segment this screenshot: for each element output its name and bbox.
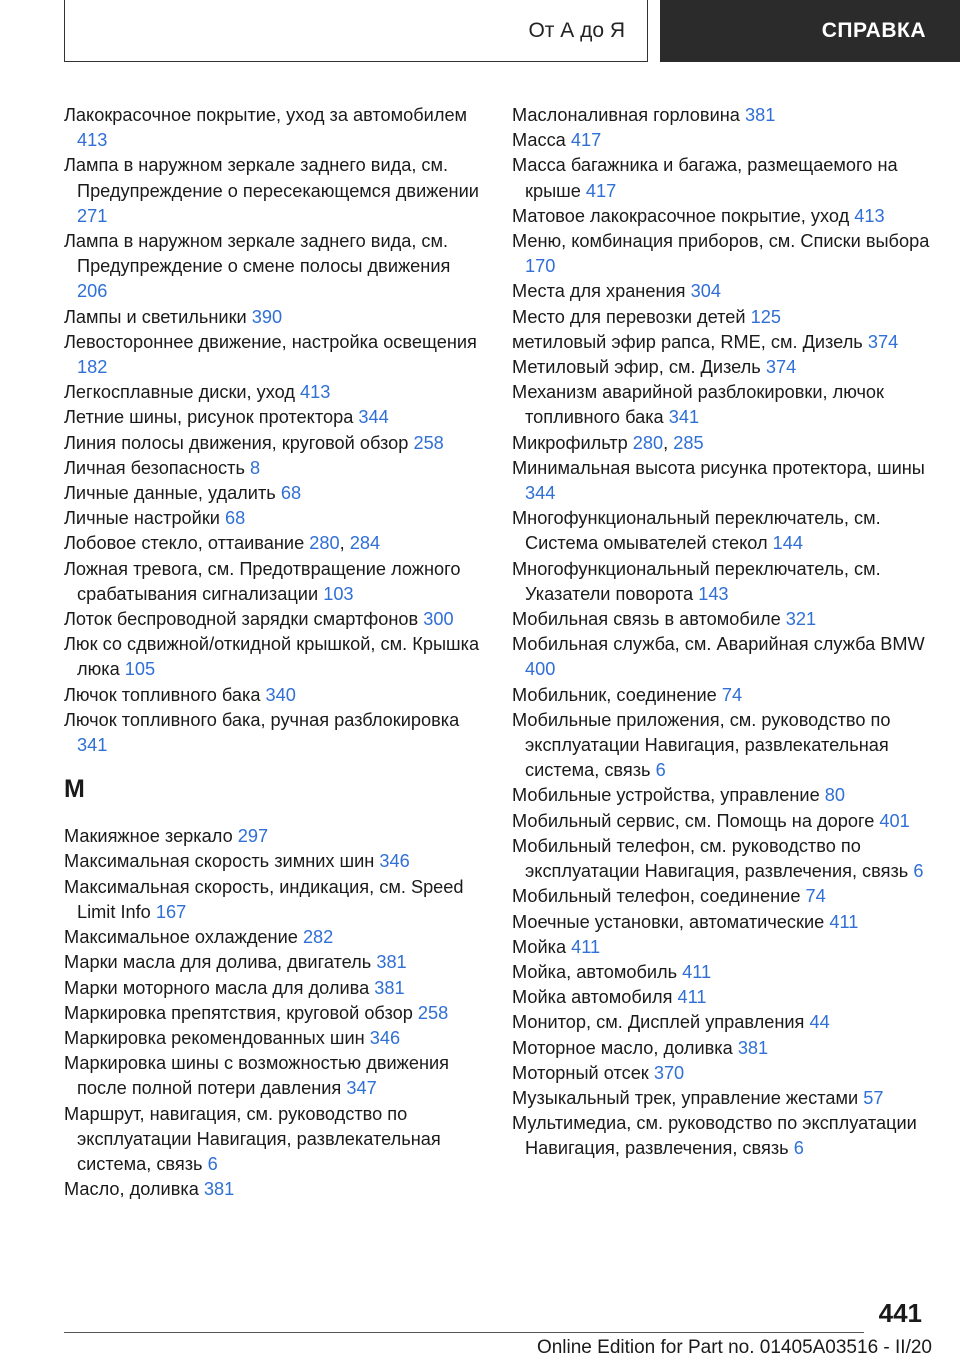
page-link[interactable]: 344 bbox=[358, 407, 389, 428]
index-entry bbox=[64, 305, 484, 330]
page-link[interactable]: 282 bbox=[302, 927, 334, 948]
index-entry-text: Места для хранения bbox=[512, 281, 686, 302]
index-entry-text: Линия полосы движения, круговой обзор bbox=[64, 432, 409, 453]
page-link[interactable]: 347 bbox=[346, 1078, 377, 1099]
page-link[interactable]: 400 bbox=[525, 659, 556, 680]
index-entry bbox=[64, 683, 484, 708]
tab-section-a-z[interactable] bbox=[64, 0, 648, 62]
page-link[interactable]: 44 bbox=[809, 1012, 830, 1033]
page-link[interactable]: 170 bbox=[525, 256, 556, 277]
page-separator: , bbox=[339, 533, 350, 554]
index-entry bbox=[512, 305, 932, 330]
index-entry bbox=[512, 935, 932, 960]
page-link[interactable]: 411 bbox=[571, 936, 601, 957]
index-entry bbox=[512, 557, 932, 607]
index-entry-text: Лоток беспроводной зарядки смартфонов bbox=[64, 609, 419, 630]
index-entry bbox=[64, 875, 484, 925]
page-link[interactable]: 258 bbox=[417, 1002, 449, 1023]
page-link[interactable]: 6 bbox=[913, 861, 924, 882]
index-entry bbox=[64, 531, 484, 556]
index-entry bbox=[64, 330, 484, 380]
index-entry-text: Левостороннее движение, настройка освещения bbox=[64, 331, 477, 352]
index-entry-text: Моечные установки, автоматические bbox=[512, 911, 825, 932]
index-entry-text: Масло, доливка bbox=[64, 1179, 199, 1200]
index-entry bbox=[64, 456, 484, 481]
index-entry-text: Марки моторного масла для долива bbox=[64, 977, 370, 998]
page-link[interactable]: 417 bbox=[585, 180, 617, 201]
page-link[interactable]: 6 bbox=[207, 1153, 218, 1174]
page-link[interactable]: 144 bbox=[772, 533, 803, 554]
index-entry-text: Лампы и светильники bbox=[64, 306, 247, 327]
index-entry bbox=[64, 103, 484, 153]
index-entry bbox=[512, 834, 932, 884]
index-entry-text: Личные данные, удалить bbox=[64, 483, 276, 504]
page-link[interactable]: 411 bbox=[677, 987, 707, 1008]
page-link[interactable]: 411 bbox=[682, 961, 712, 982]
tab-reference-active[interactable] bbox=[660, 0, 960, 62]
page-link[interactable]: 381 bbox=[203, 1179, 235, 1200]
index-entry-text: Маркировка рекомендованных шин bbox=[64, 1027, 365, 1048]
page-link[interactable]: 6 bbox=[793, 1138, 804, 1159]
page-link[interactable]: 374 bbox=[867, 331, 899, 352]
page-link[interactable]: 413 bbox=[300, 382, 331, 403]
index-entry bbox=[512, 985, 932, 1010]
page-link[interactable]: 74 bbox=[721, 684, 743, 705]
index-entry-text: Многофункциональный переключатель, см. Система омывателей стекол bbox=[512, 508, 881, 554]
index-entry bbox=[64, 1026, 484, 1051]
index-entry-text: Меню, комбинация приборов, см. Списки выбора bbox=[512, 231, 930, 252]
index-entry bbox=[512, 1086, 932, 1111]
index-entry bbox=[64, 708, 484, 758]
index-list-l bbox=[64, 103, 484, 758]
page-link[interactable]: 381 bbox=[374, 977, 405, 998]
index-entry-text: Лампа в наружном зеркале заднего вида, см. Предупреждение о пересекающемся движении bbox=[64, 155, 479, 201]
index-entry bbox=[512, 330, 932, 355]
index-entry-text: Маркировка шины с возможностью движения после полной потери давления bbox=[64, 1053, 449, 1099]
page-link[interactable]: 297 bbox=[237, 826, 269, 847]
index-entry-text: Мойка bbox=[512, 936, 567, 957]
index-entry bbox=[512, 431, 932, 456]
page-link[interactable]: 346 bbox=[369, 1027, 401, 1048]
page-link[interactable]: 413 bbox=[854, 205, 885, 226]
index-entry-text: Лючок топливного бака bbox=[64, 684, 261, 705]
page-link[interactable]: 344 bbox=[525, 483, 556, 504]
page-link[interactable]: 258 bbox=[413, 432, 444, 453]
index-entry-text: Место для перевозки детей bbox=[512, 306, 746, 327]
page-link[interactable]: 341 bbox=[668, 407, 700, 428]
index-entry bbox=[64, 1102, 484, 1178]
index-entry bbox=[512, 683, 932, 708]
page-link[interactable]: 68 bbox=[225, 508, 246, 529]
page-link[interactable]: 321 bbox=[785, 609, 817, 630]
index-entry-text: Метиловый эфир, см. Дизель bbox=[512, 357, 761, 378]
page-link[interactable]: 103 bbox=[323, 583, 354, 604]
index-entry bbox=[64, 229, 484, 305]
page-link[interactable]: 57 bbox=[863, 1087, 884, 1108]
page-link[interactable]: 284 bbox=[349, 533, 381, 554]
index-entry bbox=[64, 1177, 484, 1202]
index-entry-text: Максимальная скорость зимних шин bbox=[64, 851, 375, 872]
index-entry bbox=[512, 607, 932, 632]
page-link[interactable]: 401 bbox=[879, 810, 910, 831]
index-entry-text: Мобильный сервис, см. Помощь на дороге bbox=[512, 810, 875, 831]
index-entry bbox=[512, 506, 932, 556]
page-link[interactable]: 390 bbox=[251, 306, 283, 327]
page-number: 441 bbox=[878, 1298, 922, 1328]
index-entry-text: Многофункциональный переключатель, см. Указатели поворота bbox=[512, 558, 881, 604]
index-entry bbox=[64, 824, 484, 849]
page-header bbox=[0, 0, 960, 66]
index-entry bbox=[64, 1001, 484, 1026]
page-link[interactable]: 341 bbox=[77, 735, 108, 756]
index-entry bbox=[512, 380, 932, 430]
page-link[interactable]: 300 bbox=[423, 609, 454, 630]
index-entry bbox=[512, 229, 932, 279]
index-entry bbox=[64, 1051, 484, 1101]
page-link[interactable]: 370 bbox=[653, 1062, 685, 1083]
index-entry bbox=[512, 279, 932, 304]
page-link[interactable]: 374 bbox=[765, 357, 797, 378]
index-entry-text: Моторный отсек bbox=[512, 1062, 649, 1083]
page-link[interactable]: 6 bbox=[655, 760, 666, 781]
index-entry-text: Личные настройки bbox=[64, 508, 220, 529]
page-link[interactable]: 182 bbox=[77, 357, 108, 378]
index-entry bbox=[512, 1010, 932, 1035]
index-entry-text: Ложная тревога, см. Предотвращение ложного срабатывания сигнализации bbox=[64, 558, 461, 604]
page-link[interactable]: 381 bbox=[376, 952, 407, 973]
index-entry-text: Мультимедиа, см. руководство по эксплуатации Навигация, развлечения, связь bbox=[512, 1113, 917, 1159]
footer-edition: Online Edition for Part no. 01405A03516 - II/20 bbox=[536, 1337, 932, 1358]
index-entry-text: Масса bbox=[512, 130, 566, 151]
page-link[interactable]: 74 bbox=[805, 886, 826, 907]
index-entry bbox=[64, 431, 484, 456]
index-entry bbox=[512, 960, 932, 985]
index-entry bbox=[64, 976, 484, 1001]
index-entry bbox=[512, 708, 932, 784]
index-entry-text: Мобильная служба, см. Аварийная служба BMW bbox=[512, 634, 925, 655]
index-entry-text: Летние шины, рисунок протектора bbox=[64, 407, 354, 428]
index-entry-text: Маршрут, навигация, см. руководство по эксплуатации Навигация, развлекательная система, связь bbox=[64, 1103, 441, 1174]
page-link[interactable]: 280 bbox=[632, 432, 664, 453]
index-entry-text: Мобильник, соединение bbox=[512, 684, 717, 705]
page-separator: , bbox=[663, 432, 674, 453]
page-link[interactable]: 105 bbox=[124, 659, 156, 680]
index-entry bbox=[512, 1036, 932, 1061]
index-entry bbox=[512, 632, 932, 682]
index-entry bbox=[512, 103, 932, 128]
page-link[interactable]: 167 bbox=[155, 901, 187, 922]
index-entry bbox=[64, 405, 484, 430]
page-link[interactable]: 413 bbox=[77, 130, 108, 151]
index-entry-text: Микрофильтр bbox=[512, 432, 628, 453]
index-entry-text: Мойка автомобиля bbox=[512, 987, 673, 1008]
index-entry-text: Максимальное охлаждение bbox=[64, 927, 298, 948]
index-entry bbox=[64, 153, 484, 229]
page-link[interactable]: 381 bbox=[737, 1037, 769, 1058]
index-entry bbox=[64, 557, 484, 607]
page-link[interactable]: 206 bbox=[77, 281, 108, 302]
index-entry bbox=[512, 153, 932, 203]
index-entry-text: Мобильные устройства, управление bbox=[512, 785, 820, 806]
index-entry-text: Монитор, см. Дисплей управления bbox=[512, 1012, 805, 1033]
index-list-m bbox=[64, 824, 484, 1202]
index-entry bbox=[64, 481, 484, 506]
index-entry-text: Лампа в наружном зеркале заднего вида, см. Предупреждение о смене полосы движения bbox=[64, 231, 451, 277]
index-entry-text: Лючок топливного бака, ручная разблокировка bbox=[64, 709, 460, 730]
index-entry bbox=[512, 456, 932, 506]
section-letter: М bbox=[64, 775, 85, 804]
index-entry-text: Мойка, автомобиль bbox=[512, 961, 678, 982]
index-entry bbox=[512, 1111, 932, 1161]
tab-active-label: СПРАВКА bbox=[821, 19, 926, 42]
page-link[interactable]: 340 bbox=[265, 684, 296, 705]
index-list-m-continued bbox=[512, 103, 932, 1162]
index-entry-text: Личная безопасность bbox=[64, 457, 245, 478]
page-link[interactable]: 280 bbox=[309, 533, 340, 554]
tab-section-label: От А до Я bbox=[528, 18, 625, 42]
page-link[interactable]: 8 bbox=[250, 457, 261, 478]
page-link[interactable]: 285 bbox=[673, 432, 704, 453]
index-entry-text: Механизм аварийной разблокировки, лючок топливного бака bbox=[512, 382, 884, 428]
index-entry-text: Мобильные приложения, см. руководство по эксплуатации Навигация, развлекательная система, связь bbox=[512, 709, 891, 781]
index-entry bbox=[512, 884, 932, 909]
index-entry-text: Музыкальный трек, управление жестами bbox=[512, 1087, 859, 1108]
index-entry bbox=[64, 607, 484, 632]
index-entry-text: Маслоналивная горловина bbox=[512, 105, 740, 125]
index-column-left bbox=[64, 103, 484, 1202]
page-link[interactable]: 304 bbox=[690, 281, 721, 302]
index-entry-text: Моторное масло, доливка bbox=[512, 1037, 733, 1058]
index-entry-text: Макияжное зеркало bbox=[64, 826, 233, 847]
page-link[interactable]: 125 bbox=[750, 306, 781, 327]
index-entry-text: Лобовое стекло, оттаивание bbox=[64, 533, 305, 554]
index-entry-text: Лакокрасочное покрытие, уход за автомобилем bbox=[64, 105, 468, 125]
index-entry bbox=[512, 355, 932, 380]
index-entry bbox=[64, 632, 484, 682]
page-link[interactable]: 381 bbox=[744, 105, 776, 125]
page-link[interactable]: 346 bbox=[379, 851, 410, 872]
index-entry-text: Маркировка препятствия, круговой обзор bbox=[64, 1002, 413, 1023]
page-link[interactable]: 80 bbox=[824, 785, 845, 806]
index-entry bbox=[64, 849, 484, 874]
index-entry-text: Мобильная связь в автомобиле bbox=[512, 609, 781, 630]
index-entry bbox=[512, 128, 932, 153]
index-entry bbox=[64, 950, 484, 975]
index-entry-text: метиловый эфир рапса, RME, см. Дизель bbox=[512, 331, 863, 352]
page-link[interactable]: 143 bbox=[698, 583, 729, 604]
index-entry bbox=[512, 1061, 932, 1086]
index-entry-text: Мобильный телефон, соединение bbox=[512, 886, 801, 907]
index-entry-text: Марки масла для долива, двигатель bbox=[64, 952, 372, 973]
index-entry bbox=[64, 380, 484, 405]
index-entry-text: Легкосплавные диски, уход bbox=[64, 382, 295, 403]
index-entry-text: Минимальная высота рисунка протектора, шины bbox=[512, 457, 925, 478]
index-entry-text: Максимальная скорость, индикация, см. Speed Limit Info bbox=[64, 876, 464, 922]
index-entry bbox=[512, 809, 932, 834]
index-entry bbox=[512, 783, 932, 808]
index-entry bbox=[64, 925, 484, 950]
page-link[interactable]: 271 bbox=[77, 205, 108, 226]
page-link[interactable]: 68 bbox=[280, 483, 302, 504]
index-entry bbox=[512, 204, 932, 229]
index-entry-text: Масса багажника и багажа, размещаемого на крыше bbox=[512, 155, 898, 201]
index-entry-text: Люк со сдвижной/откидной крышкой, см. Крышка люка bbox=[64, 634, 480, 680]
index-entry bbox=[64, 506, 484, 531]
index-entry bbox=[512, 910, 932, 935]
index-entry-text: Матовое лакокрасочное покрытие, уход bbox=[512, 205, 850, 226]
page-link[interactable]: 417 bbox=[570, 130, 602, 151]
index-entry-text: Мобильный телефон, см. руководство по эксплуатации Навигация, развлечения, связь bbox=[512, 835, 909, 882]
index-column-right bbox=[512, 103, 932, 1162]
page-link[interactable]: 411 bbox=[829, 911, 859, 932]
footer-divider bbox=[64, 1332, 864, 1333]
